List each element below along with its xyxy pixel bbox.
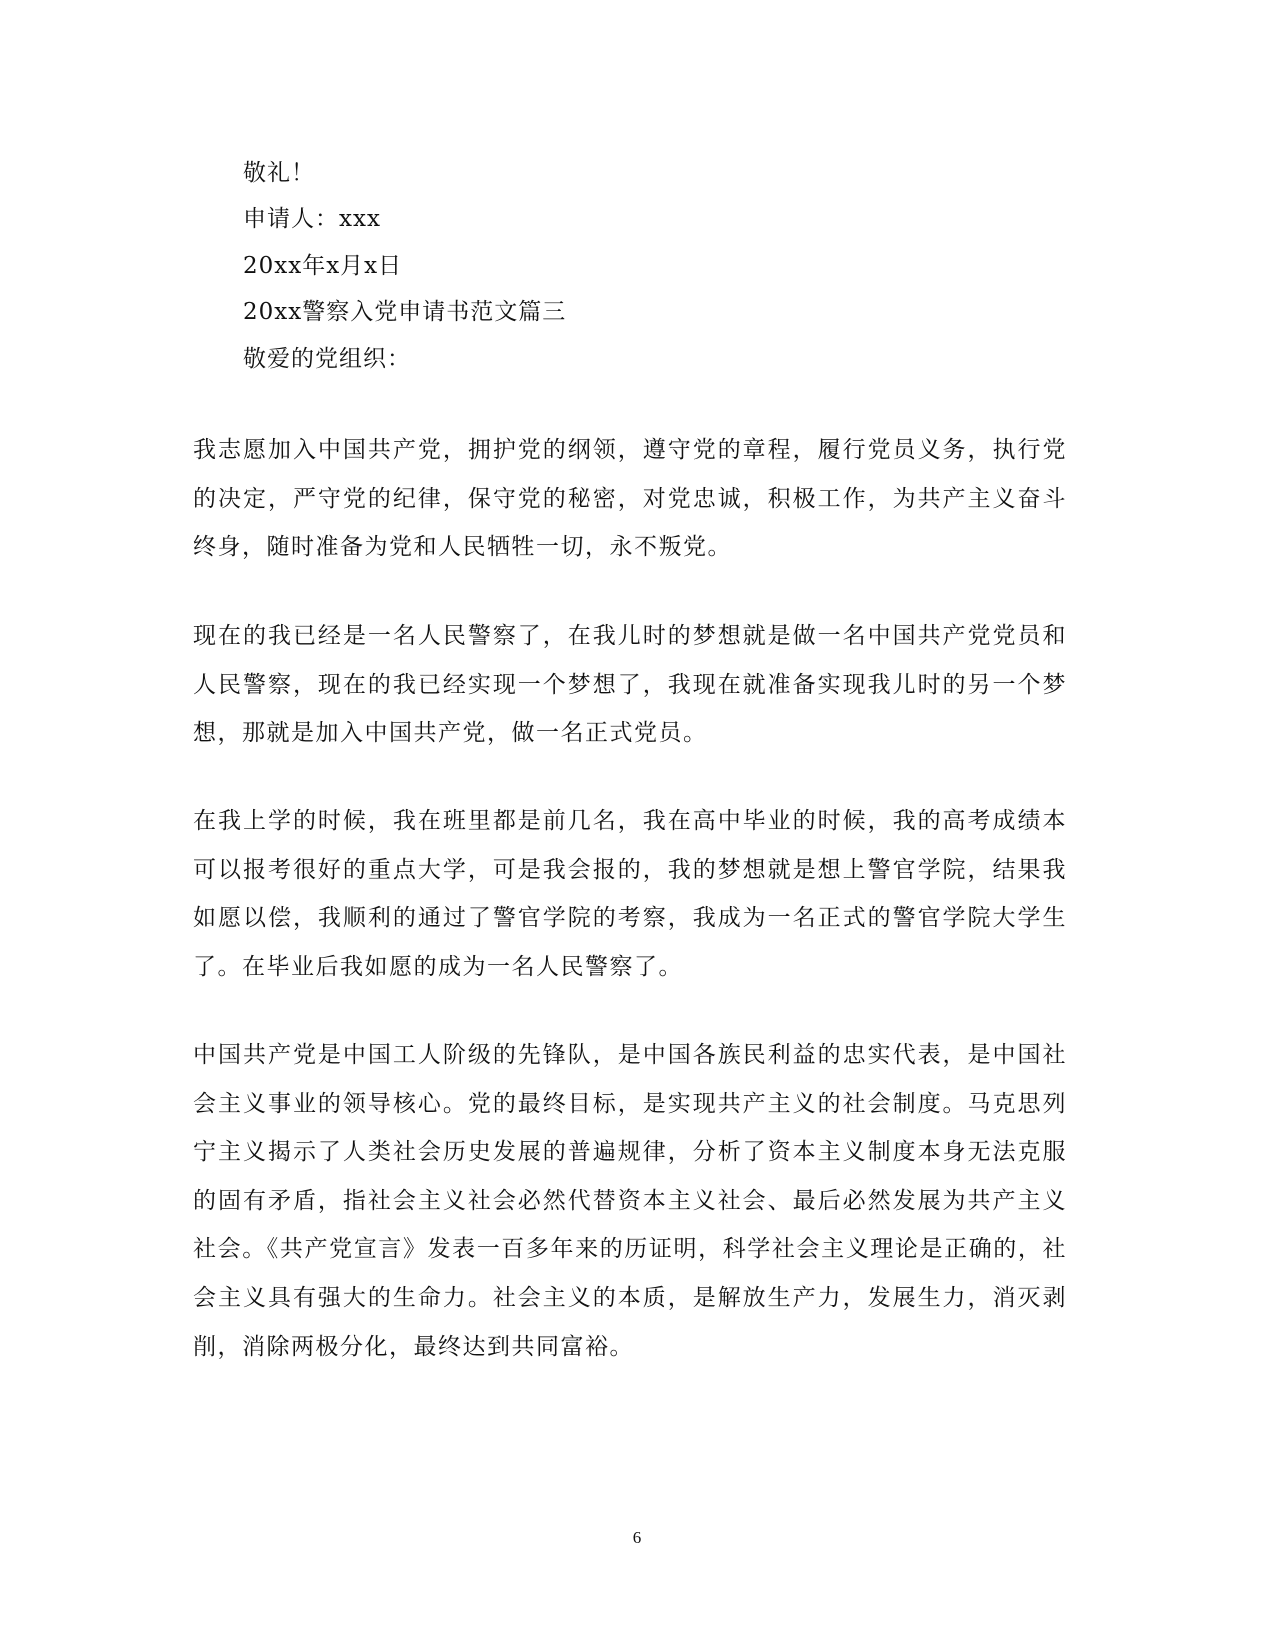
body-paragraph-1: 我志愿加入中国共产党，拥护党的纲领，遵守党的章程，履行党员义务，执行党的决定，严守党的纪律，保守党的秘密，对党忠诚，积极工作，为共产主义奋斗终身，随时准备为党和人民牺牲一切，永不叛党。 [193,437,1067,561]
greeting-line: 敬爱的党组织： [243,346,411,372]
closing-salutation: 敬礼！ [243,160,315,186]
body-paragraph-3: 在我上学的时候，我在班里都是前几名，我在高中毕业的时候，我的高考成绩本可以报考很好的重点大学，可是我会报的，我的梦想就是想上警官学院，结果我如愿以偿，我顺利的通过了警官学院的考察，我成为一名正式的警官学院大学生了。在毕业后我如愿的成为一名人民警察了。 [193,808,1067,980]
page-number: 6 [632,1528,642,1547]
date-line: 20xx年x月x日 [243,253,403,279]
applicant-line: 申请人：xxx [243,206,381,232]
body-paragraph-2: 现在的我已经是一名人民警察了，在我儿时的梦想就是做一名中国共产党党员和人民警察，现在的我已经实现一个梦想了，我现在就准备实现我儿时的另一个梦想，那就是加入中国共产党，做一名正式党员。 [193,623,1067,747]
body-paragraph-4: 中国共产党是中国工人阶级的先锋队，是中国各族民利益的忠实代表，是中国社会主义事业的领导核心。党的最终目标，是实现共产主义的社会制度。马克思列宁主义揭示了人类社会历史发展的普遍规律，分析了资本主义制度本身无法克服的固有矛盾，指社会主义社会必然代替资本主义社会、最后必然发展为共产主义社会。《共产党宣言》发表一百多年来的历证明，科学社会主义理论是正确的，社会主义具有强大的生命力。社会主义的本质，是解放生产力，发展生力，消灭剥削，消除两极分化，最终达到共同富裕。 [193,1042,1067,1360]
section-title: 20xx警察入党申请书范文篇三 [243,299,567,325]
